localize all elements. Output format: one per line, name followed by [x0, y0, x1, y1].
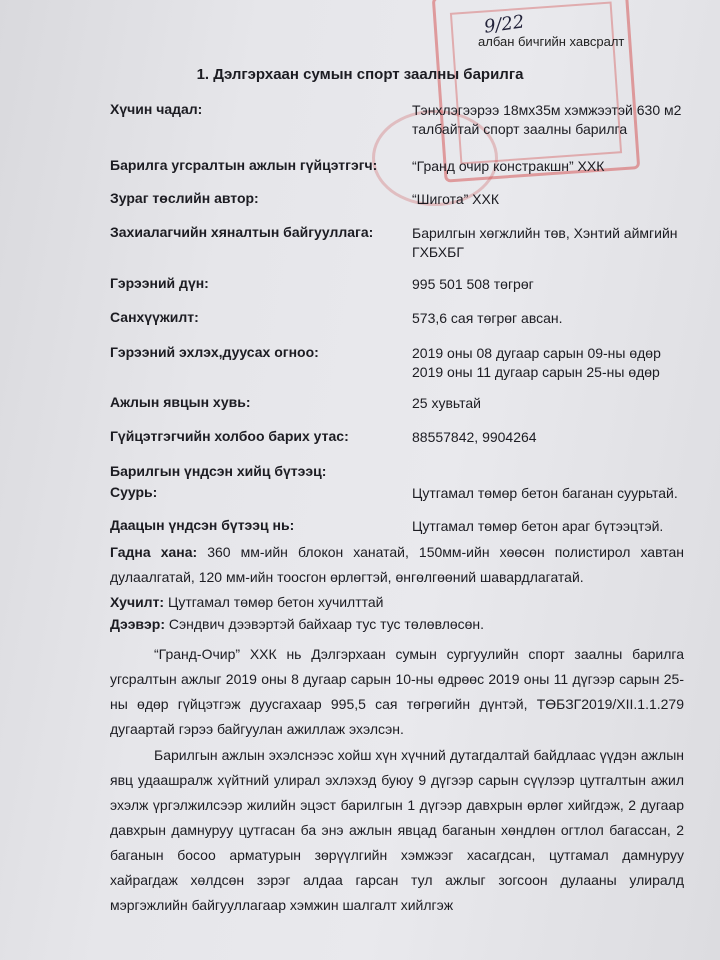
field-label-progress: Ажлын явцын хувь:	[110, 394, 251, 410]
field-label-contract-amount: Гэрээний дүн:	[110, 275, 209, 291]
field-value-capacity: Тэнхлэгээрээ 18мх35м хэмжээтэй 630 м2 талбайтай спорт заалны барилга	[412, 102, 682, 137]
handwritten-note: 9/22	[482, 11, 526, 38]
document-title: 1. Дэлгэрхаан сумын спорт заалны барилга	[196, 66, 524, 83]
field-value-phone: 88557842, 9904264	[412, 429, 537, 445]
structure-roof	[110, 612, 684, 637]
structure-slab-text: Цутгамал төмөр бетон хучилттай	[167, 594, 384, 610]
field-label-phone: Гүйцэтгэгчийн холбоо барих утас:	[110, 428, 349, 444]
structure-slab-label: Хучилт:	[110, 594, 165, 610]
paragraph-progress: Барилгын ажлын эхэлснээс хойш хүн хүчний дутагдалтай байдлаас үүдэн ажлын явц удаашралж хүйтний улирал эхлэхэд буюу 9 дүгээр сарын сүүлээр цутгалтын ажил эхэлж үргэлжилсээр жилийн эцэст барилгын 1 дүгээр давхрын өрлөг хийгдэж, 2 дугаар давхрын дамнуруу цутгасан ба энэ ажлын явцад баганын хөндлөн огтлол багассан, 2 баганын босоо арматурын зөрүүлгийн хэмжээг хасагдсан, цутгамал дамнуруу хайрагдаж хөлдсөн зэрэг алдаа гарсан тул ажлыг зогсоон дулааны улиралд мэргэжлийн байгууллагаар хэмжин шалгалт хийлгэж	[110, 747, 684, 913]
field-value-designer: “Шигота” ХХК	[412, 191, 500, 207]
field-value-progress: 25 хувьтай	[412, 395, 481, 411]
attachment-note: албан бичгийн хавсралт	[478, 34, 625, 49]
field-label-main-structure: Барилгын үндсэн хийц бүтээц:	[110, 463, 327, 479]
structure-roof-label: Дээвэр:	[110, 616, 165, 632]
field-label-contractor: Барилга угсралтын ажлын гүйцэтгэгч:	[110, 157, 378, 173]
field-label-contract-dates: Гэрээний эхлэх,дуусах огноо:	[110, 344, 319, 360]
field-label-supervisor: Захиалагчийн хяналтын байгууллага:	[110, 224, 374, 240]
field-value-foundation: Цутгамал төмөр бетон баганан суурьтай.	[412, 485, 678, 501]
field-label-designer: Зураг төслийн автор:	[110, 190, 259, 206]
structure-roof-text: Сэндвич дээвэртэй байхаар тус тус төлөвлөсөн.	[168, 616, 485, 632]
field-value-contractor: “Гранд очир констракшн” ХХК	[412, 158, 605, 174]
field-value-funding: 573,6 сая төгрөг авсан.	[412, 310, 563, 326]
paragraph-contract: “Гранд-Очир” ХХК нь Дэлгэрхаан сумын сургуулийн спорт заалны барилга угсралтын ажлыг 2019 оны 8 дугаар сарын 10-ны өдрөөс 2019 оны 11 дүгээр сарын 25-ны өдөр гүйцэтгэж дуусгахаар 995,5 сая төгрөгийн дүнтэй, ТӨБЗГ2019/XII.1.1.279 дугаартай гэрээ байгуулан ажиллаж эхэлсэн.	[110, 646, 684, 737]
field-label-load-bearing: Даацын үндсэн бүтээц нь:	[110, 517, 295, 533]
field-value-contract-amount: 995 501 508 төгрөг	[412, 276, 534, 292]
structure-walls-label: Гадна хана:	[110, 544, 198, 560]
field-label-capacity: Хүчин чадал:	[110, 101, 203, 117]
field-value-contract-dates: 2019 оны 08 дугаар сарын 09-ны өдөр 2019 оны 11 дугаар сарын 25-ны өдөр	[412, 345, 661, 380]
field-value-supervisor: Барилгын хөгжлийн төв, Хэнтий аймгийн ГХБХБГ	[412, 225, 678, 260]
field-value-load-bearing: Цутгамал төмөр бетон араг бүтээцтэй.	[412, 518, 664, 534]
structure-walls-text: 360 мм-ийн блокон ханатай, 150мм-ийн хөөсөн полистирол хавтан дулаалгатай, 120 мм-ийн тоосгон өрлөгтэй, өнгөлгөөний шавардлагатай.	[110, 544, 684, 585]
structure-walls	[110, 540, 684, 590]
field-label-funding: Санхүүжилт:	[110, 309, 199, 325]
field-label-foundation: Суурь:	[110, 484, 158, 500]
